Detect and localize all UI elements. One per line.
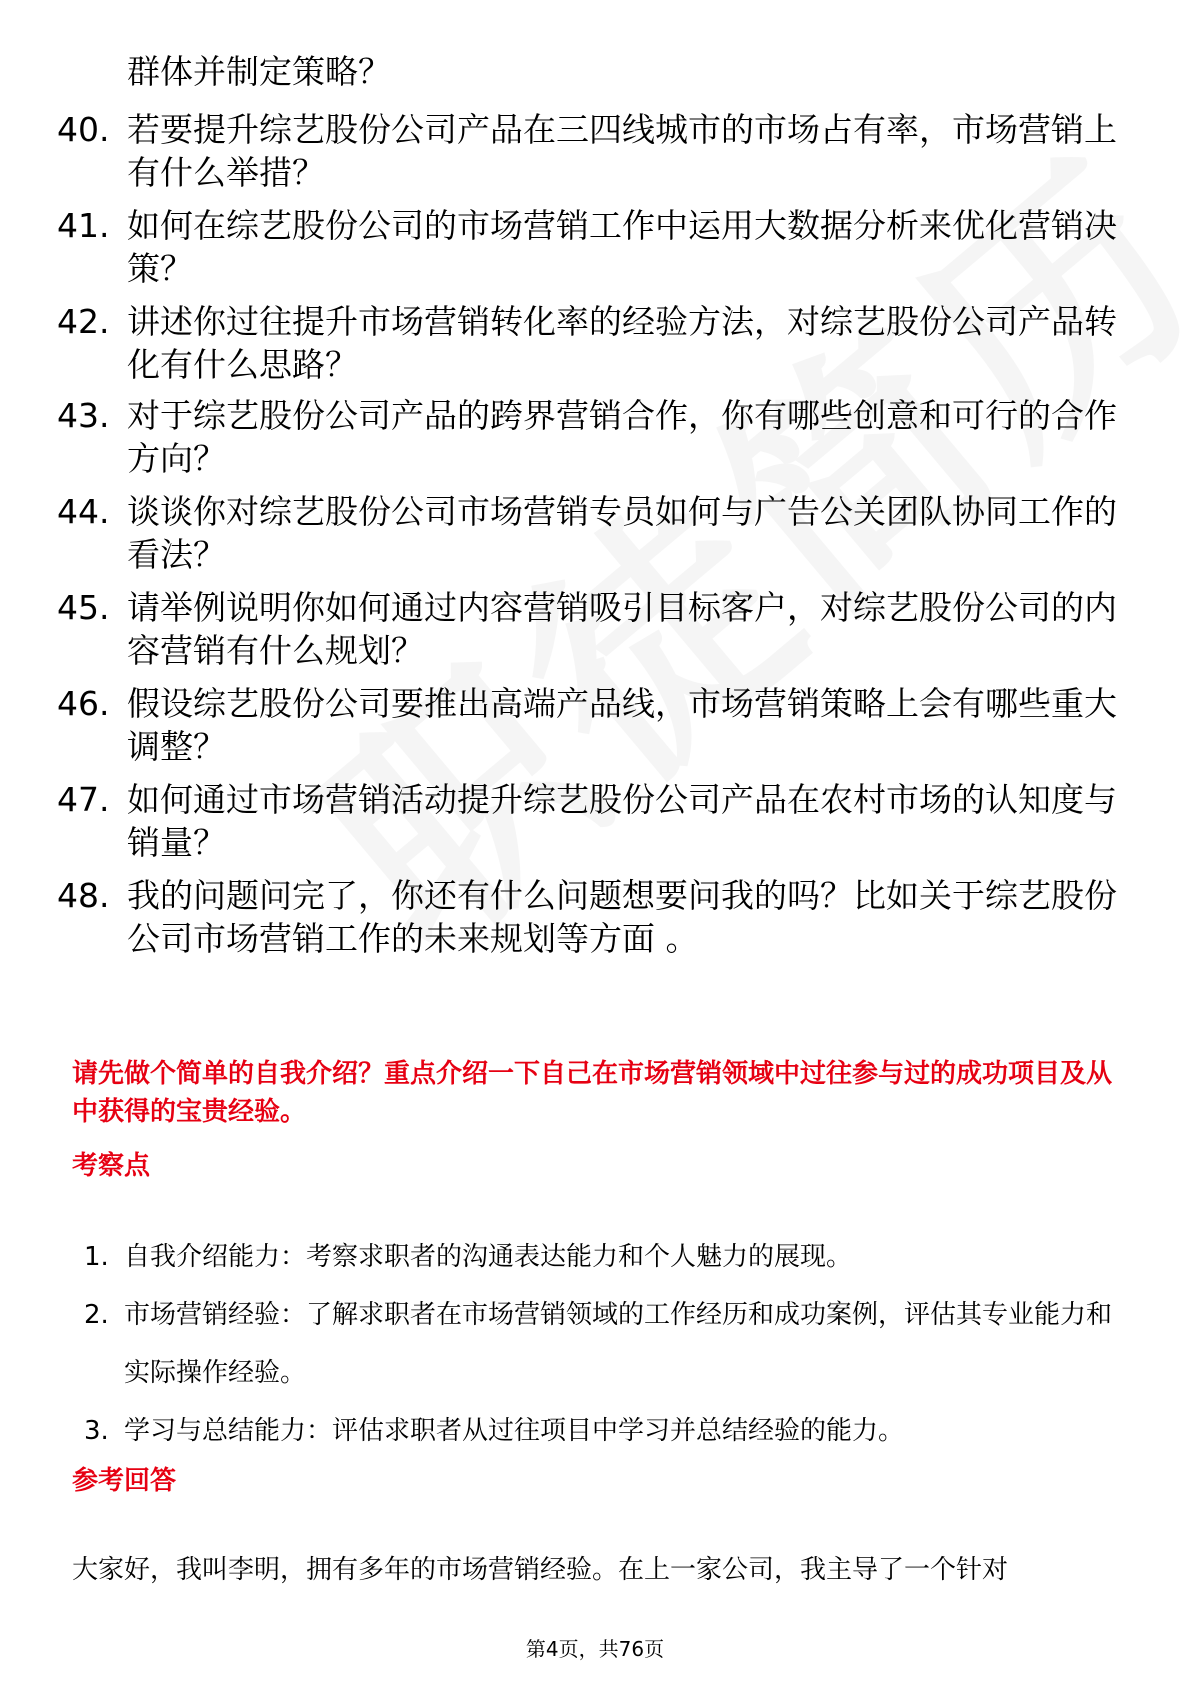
- question-text: 如何通过市场营销活动提升综艺股份公司产品在农村市场的认知度与销量？: [127, 780, 1117, 862]
- exam-point-text: 自我介绍能力：考察求职者的沟通表达能力和个人魅力的展现。: [124, 1242, 853, 1272]
- question-number: 40.: [57, 110, 110, 149]
- question-item-44: [57, 490, 1137, 576]
- exam-point-number: 2.: [84, 1300, 109, 1330]
- question-item-46: [57, 682, 1137, 768]
- question-item-40: [57, 108, 1137, 194]
- question-item-45: [57, 586, 1137, 672]
- exam-point-item: [72, 1228, 1132, 1286]
- question-item-41: [57, 204, 1137, 290]
- question-item-48: [57, 874, 1137, 960]
- exam-points-heading: 考察点: [72, 1151, 151, 1181]
- question-item-42: [57, 300, 1137, 386]
- question-number: 42.: [57, 302, 110, 341]
- exam-points-list: [72, 1228, 1132, 1460]
- exam-point-number: 1.: [84, 1242, 109, 1272]
- question-text: 对于综艺股份公司产品的跨界营销合作，你有哪些创意和可行的合作方向？: [127, 396, 1117, 478]
- question-item-47: [57, 778, 1137, 864]
- exam-point-text: 学习与总结能力：评估求职者从过往项目中学习并总结经验的能力。: [124, 1416, 905, 1446]
- question-number: 48.: [57, 876, 110, 915]
- exam-point-text: 市场营销经验：了解求职者在市场营销领域的工作经历和成功案例，评估其专业能力和实际操作经验。: [124, 1300, 1113, 1388]
- question-text: 若要提升综艺股份公司产品在三四线城市的市场占有率，市场营销上有什么举措？: [127, 110, 1117, 192]
- question-number: 41.: [57, 206, 110, 245]
- question-text: 我的问题问完了，你还有什么问题想要问我的吗？比如关于综艺股份公司市场营销工作的未来规划等方面 。: [127, 876, 1117, 958]
- question-number: 45.: [57, 588, 110, 627]
- reference-answer-heading: 参考回答: [72, 1466, 177, 1496]
- question-text: 群体并制定策略？: [127, 52, 391, 91]
- featured-question: 请先做个简单的自我介绍？重点介绍一下自己在市场营销领域中过往参与过的成功项目及从中获得的宝贵经验。: [72, 1059, 1113, 1127]
- question-text: 如何在综艺股份公司的市场营销工作中运用大数据分析来优化营销决策？: [127, 206, 1117, 288]
- question-item-39-continued: [57, 50, 1137, 93]
- reference-answer-text: 大家好，我叫李明，拥有多年的市场营销经验。在上一家公司，我主导了一个针对: [72, 1555, 1009, 1585]
- exam-point-item: [72, 1286, 1132, 1402]
- question-number: 44.: [57, 492, 110, 531]
- page-footer: 第4页，共76页: [525, 1637, 665, 1661]
- question-number: 47.: [57, 780, 110, 819]
- question-text: 谈谈你对综艺股份公司市场营销专员如何与广告公关团队协同工作的看法？: [127, 492, 1117, 574]
- question-text: 讲述你过往提升市场营销转化率的经验方法，对综艺股份公司产品转化有什么思路？: [127, 302, 1117, 384]
- exam-point-number: 3.: [84, 1416, 109, 1446]
- question-text: 请举例说明你如何通过内容营销吸引目标客户，对综艺股份公司的内容营销有什么规划？: [127, 588, 1117, 670]
- exam-point-item: [72, 1402, 1132, 1460]
- question-item-43: [57, 394, 1137, 480]
- question-number: 46.: [57, 684, 110, 723]
- question-text: 假设综艺股份公司要推出高端产品线，市场营销策略上会有哪些重大调整？: [127, 684, 1117, 766]
- question-number: 43.: [57, 396, 110, 435]
